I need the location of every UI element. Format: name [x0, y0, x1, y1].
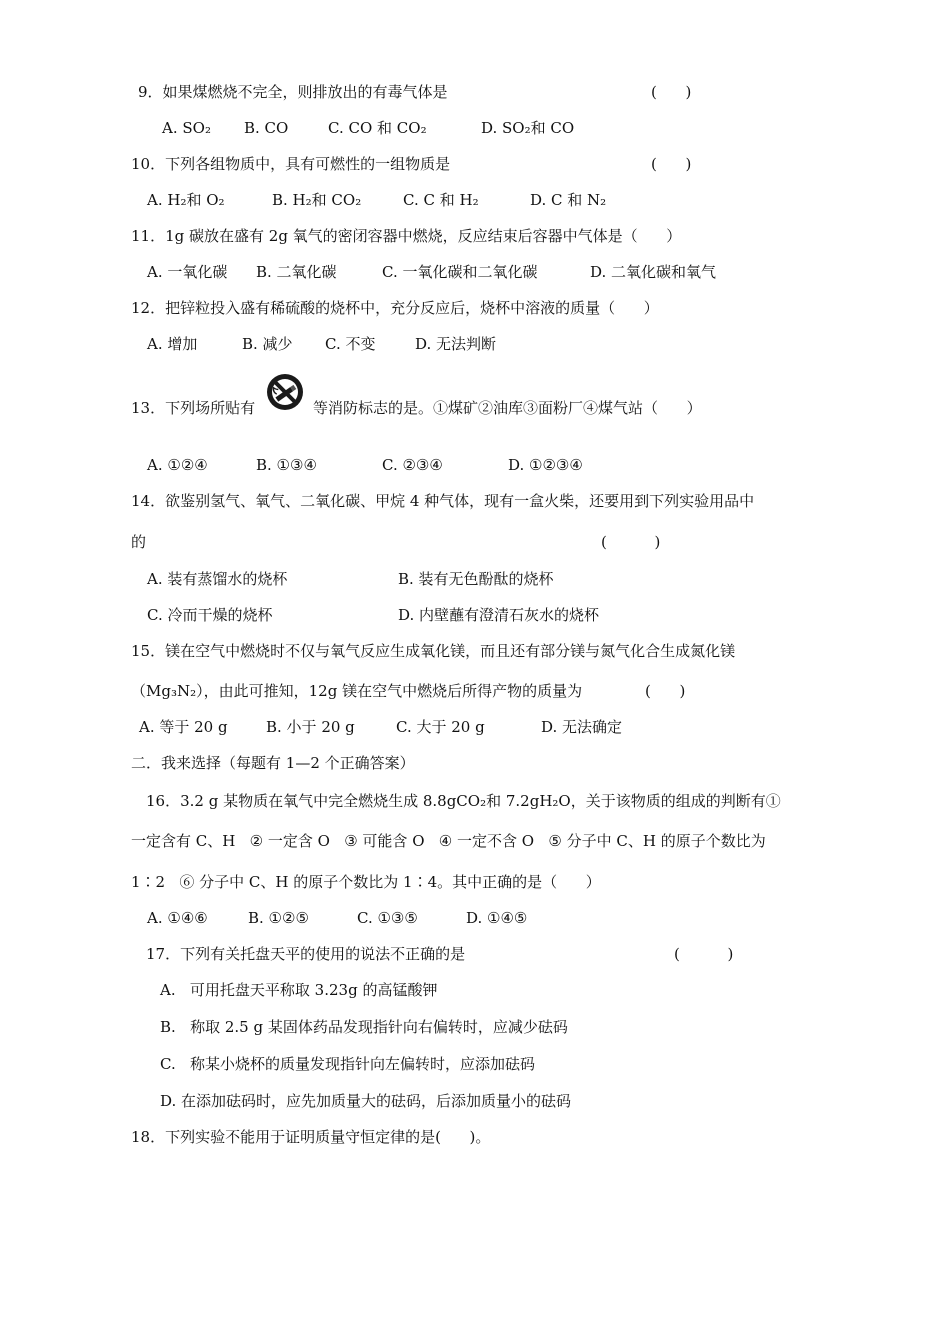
question-10-stem: 10．下列各组物质中，具有可燃性的一组物质是 [131, 155, 451, 173]
no-smoking-icon [266, 373, 304, 411]
question-15-answer-blank[interactable]: ( ) [645, 682, 686, 700]
question-14-option-b[interactable]: B. 装有无色酚酞的烧杯 [398, 570, 554, 588]
question-10-option-b[interactable]: B. H₂和 CO₂ [272, 191, 362, 209]
question-17-stem: 17．下列有关托盘天平的使用的说法不正确的是 [146, 945, 466, 963]
question-11-option-b[interactable]: B. 二氧化碳 [256, 263, 337, 281]
question-12-option-a[interactable]: A. 增加 [147, 335, 198, 353]
question-16-stem-line2: 一定含有 C、H ② 一定含 O ③ 可能含 O ④ 一定不含 O ⑤ 分子中 C、H 的原子个数比为 [131, 832, 766, 850]
question-10-option-c[interactable]: C. C 和 H₂ [403, 191, 479, 209]
question-10-option-a[interactable]: A. H₂和 O₂ [147, 191, 225, 209]
question-12-option-b[interactable]: B. 减少 [242, 335, 293, 353]
question-16-option-a[interactable]: A. ①④⑥ [147, 909, 208, 927]
question-11-option-c[interactable]: C. 一氧化碳和二氧化碳 [382, 263, 538, 281]
question-16-option-c[interactable]: C. ①③⑤ [357, 909, 418, 927]
question-12-option-d[interactable]: D. 无法判断 [415, 335, 497, 353]
question-11-stem: 11．1g 碳放在盛有 2g 氧气的密闭容器中燃烧，反应结束后容器中气体是（ ） [131, 227, 682, 245]
question-9-option-b[interactable]: B. CO [244, 119, 289, 137]
question-15-option-a[interactable]: A. 等于 20 g [139, 718, 228, 736]
question-13-option-c[interactable]: C. ②③④ [382, 456, 443, 474]
question-13-option-a[interactable]: A. ①②④ [147, 456, 208, 474]
question-12-option-c[interactable]: C. 不变 [325, 335, 376, 353]
question-17-option-a[interactable]: A. 可用托盘天平称取 3.23g 的高锰酸钾 [160, 981, 438, 999]
question-9-option-d[interactable]: D. SO₂和 CO [481, 119, 575, 137]
question-9-option-a[interactable]: A. SO₂ [162, 119, 211, 137]
question-17-option-d[interactable]: D. 在添加砝码时，应先加质量大的砝码，后添加质量小的砝码 [160, 1092, 572, 1110]
question-14-stem-line1: 14．欲鉴别氢气、氧气、二氧化碳、甲烷 4 种气体，现有一盒火柴，还要用到下列实验用品中 [131, 492, 755, 510]
question-18-stem: 18．下列实验不能用于证明质量守恒定律的是( )。 [131, 1128, 491, 1146]
question-15-option-c[interactable]: C. 大于 20 g [396, 718, 485, 736]
question-17-option-b[interactable]: B. 称取 2.5 g 某固体药品发现指针向右偏转时，应减少砝码 [160, 1018, 568, 1036]
question-15-stem-line2: （Mg₃N₂），由此可推知，12g 镁在空气中燃烧后所得产物的质量为 [131, 682, 583, 700]
question-11-option-d[interactable]: D. 二氧化碳和氧气 [590, 263, 717, 281]
question-17-option-c[interactable]: C. 称某小烧杯的质量发现指针向左偏转时，应添加砝码 [160, 1055, 536, 1073]
question-16-option-d[interactable]: D. ①④⑤ [466, 909, 528, 927]
question-17-answer-blank[interactable]: ( ) [674, 945, 734, 963]
question-13-stem-before: 13．下列场所贴有 [131, 399, 256, 417]
question-16-option-b[interactable]: B. ①②⑤ [248, 909, 309, 927]
question-9-stem: 9．如果煤燃烧不完全，则排放出的有毒气体是 [138, 83, 448, 101]
question-13-stem-after: 等消防标志的是。①煤矿②油库③面粉厂④煤气站（ ） [313, 399, 702, 417]
question-15-option-d[interactable]: D. 无法确定 [541, 718, 623, 736]
question-14-option-d[interactable]: D. 内壁蘸有澄清石灰水的烧杯 [398, 606, 600, 624]
question-16-stem-line1: 16．3.2 g 某物质在氧气中完全燃烧生成 8.8gCO₂和 7.2gH₂O，关于该物质的组成的判断有① [146, 792, 781, 810]
section-2-title: 二．我来选择（每题有 1—2 个正确答案） [131, 754, 415, 772]
question-15-stem-line1: 15．镁在空气中燃烧时不仅与氧气反应生成氧化镁，而且还有部分镁与氮气化合生成氮化镁 [131, 642, 736, 660]
question-10-answer-blank[interactable]: ( ) [651, 155, 692, 173]
question-10-option-d[interactable]: D. C 和 N₂ [530, 191, 607, 209]
question-14-option-c[interactable]: C. 冷而干燥的烧杯 [147, 606, 273, 624]
question-9-answer-blank[interactable]: ( ) [651, 83, 692, 101]
question-11-option-a[interactable]: A. 一氧化碳 [147, 263, 228, 281]
question-13-option-d[interactable]: D. ①②③④ [508, 456, 583, 474]
question-13-option-b[interactable]: B. ①③④ [256, 456, 317, 474]
question-9-option-c[interactable]: C. CO 和 CO₂ [328, 119, 427, 137]
question-14-answer-blank[interactable]: ( ) [601, 533, 661, 551]
question-14-option-a[interactable]: A. 装有蒸馏水的烧杯 [147, 570, 288, 588]
question-15-option-b[interactable]: B. 小于 20 g [266, 718, 355, 736]
question-16-stem-line3: 1∶2 ⑥ 分子中 C、H 的原子个数比为 1∶4。其中正确的是（ ） [131, 873, 601, 891]
question-14-stem-line2: 的 [131, 533, 147, 551]
question-12-stem: 12．把锌粒投入盛有稀硫酸的烧杯中，充分反应后，烧杯中溶液的质量（ ） [131, 299, 659, 317]
